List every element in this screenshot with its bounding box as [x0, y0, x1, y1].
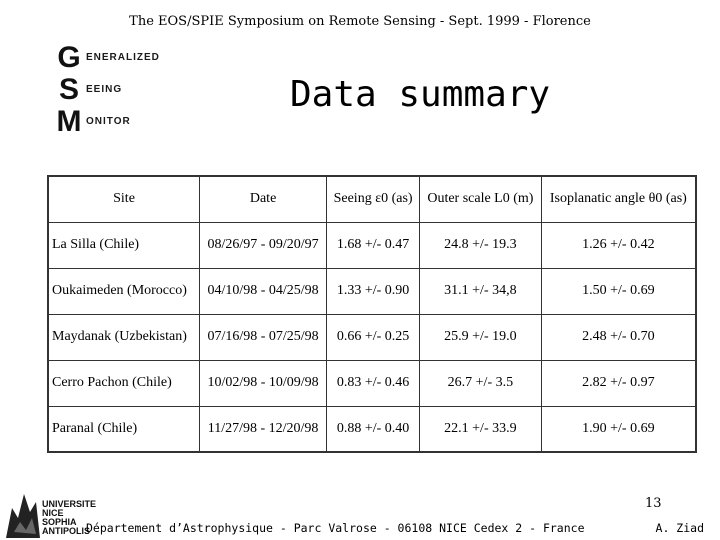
conference-header: The EOS/SPIE Symposium on Remote Sensing - Sept. 1999 - Florence — [129, 14, 591, 29]
author-name: A. Ziad — [655, 521, 704, 535]
column-header-seeing: Seeing ε0 (as) — [327, 176, 420, 222]
cell-date: 04/10/98 - 04/25/98 — [200, 268, 327, 314]
university-logo-line: NICE — [42, 508, 64, 518]
university-logo-line: ANTIPOLIS — [42, 526, 91, 536]
table-row — [48, 406, 696, 452]
cell-date: 11/27/98 - 12/20/98 — [200, 406, 327, 452]
cell-site: Maydanak (Uzbekistan) — [48, 314, 200, 360]
university-logo-line: UNIVERSITE — [42, 499, 97, 509]
slide-title: Data summary — [290, 74, 551, 115]
cell-seeing: 0.66 +/- 0.25 — [327, 314, 420, 360]
cell-outer-scale: 26.7 +/- 3.5 — [420, 360, 542, 406]
gsm-logo — [52, 41, 172, 140]
university-emblem-icon — [2, 488, 42, 540]
gsm-logo-letter-m: M — [56, 105, 82, 138]
cell-seeing: 0.83 +/- 0.46 — [327, 360, 420, 406]
table-row — [48, 222, 696, 268]
cell-isoplanatic-angle: 1.26 +/- 0.42 — [541, 222, 696, 268]
table-row — [48, 360, 696, 406]
cell-date: 07/16/98 - 07/25/98 — [200, 314, 327, 360]
cell-outer-scale: 22.1 +/- 33.9 — [420, 406, 542, 452]
cell-site: Oukaimeden (Morocco) — [48, 268, 200, 314]
column-header-outer-scale: Outer scale L0 (m) — [420, 176, 542, 222]
table-row — [48, 314, 696, 360]
gsm-logo-row-g — [52, 41, 172, 74]
cell-site: Paranal (Chile) — [48, 406, 200, 452]
cell-date: 10/02/98 - 10/09/98 — [200, 360, 327, 406]
cell-isoplanatic-angle: 1.50 +/- 0.69 — [541, 268, 696, 314]
gsm-logo-row-m — [52, 105, 172, 138]
table-header-row — [48, 176, 696, 222]
cell-isoplanatic-angle: 1.90 +/- 0.69 — [541, 406, 696, 452]
cell-seeing: 0.88 +/- 0.40 — [327, 406, 420, 452]
gsm-logo-row-s — [52, 73, 172, 106]
cell-site: Cerro Pachon (Chile) — [48, 360, 200, 406]
cell-seeing: 1.68 +/- 0.47 — [327, 222, 420, 268]
column-header-date: Date — [200, 176, 327, 222]
cell-date: 08/26/97 - 09/20/97 — [200, 222, 327, 268]
table-row — [48, 268, 696, 314]
column-header-isoplanatic-angle: Isoplanatic angle θ0 (as) — [541, 176, 696, 222]
university-logo — [2, 488, 97, 540]
cell-isoplanatic-angle: 2.82 +/- 0.97 — [541, 360, 696, 406]
cell-seeing: 1.33 +/- 0.90 — [327, 268, 420, 314]
cell-outer-scale: 25.9 +/- 19.0 — [420, 314, 542, 360]
gsm-logo-letter-s: S — [58, 73, 79, 106]
column-header-site: Site — [48, 176, 200, 222]
cell-isoplanatic-angle: 2.48 +/- 0.70 — [541, 314, 696, 360]
cell-outer-scale: 31.1 +/- 34,8 — [420, 268, 542, 314]
university-logo-line: SOPHIA — [42, 517, 77, 527]
gsm-logo-word-generalized: ENERALIZED — [86, 52, 160, 63]
gsm-logo-word-seeing: EEING — [86, 84, 123, 95]
gsm-logo-word-monitor: ONITOR — [86, 116, 131, 127]
gsm-logo-letter-g: G — [57, 41, 81, 74]
cell-outer-scale: 24.8 +/- 19.3 — [420, 222, 542, 268]
footer-address: Département d’Astrophysique - Parc Valrose - 06108 NICE Cedex 2 - France — [86, 521, 585, 535]
page-number: 13 — [645, 496, 662, 511]
data-summary-table — [47, 175, 697, 453]
cell-site: La Silla (Chile) — [48, 222, 200, 268]
